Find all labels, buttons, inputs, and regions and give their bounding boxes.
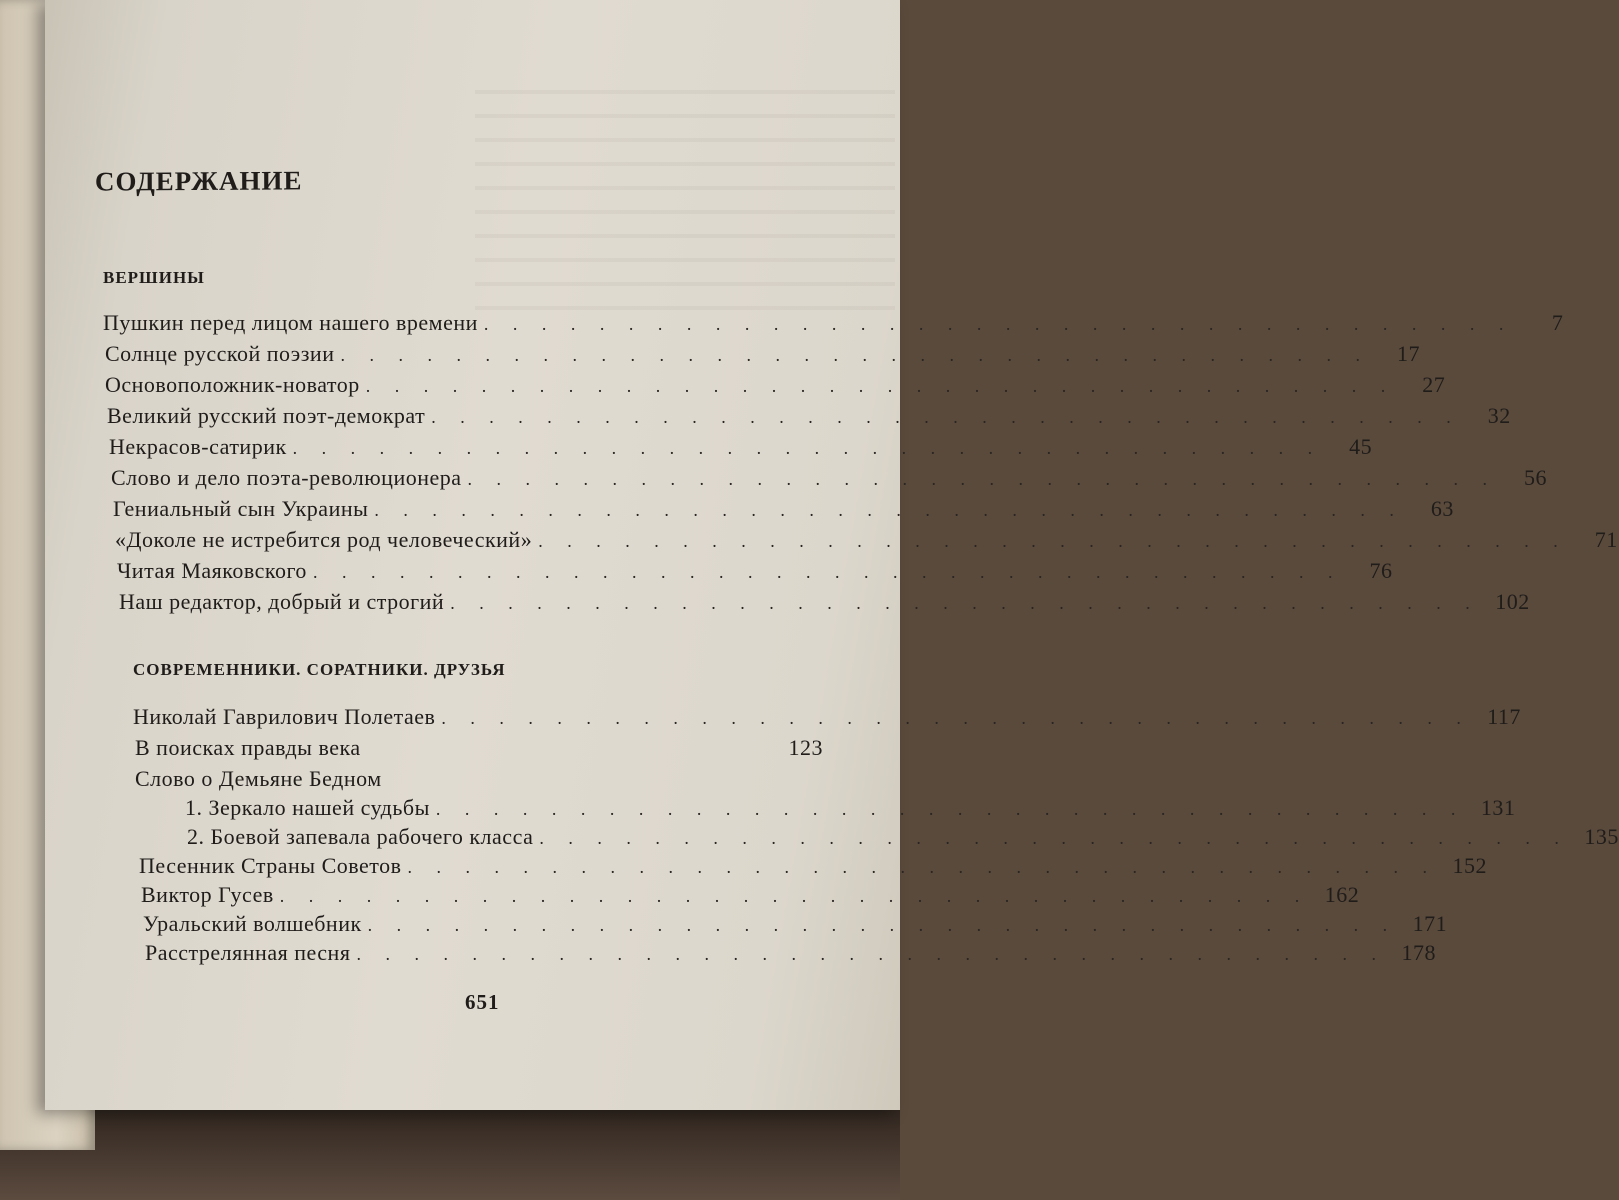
toc-entry[interactable]: [143, 911, 1448, 939]
toc-entry[interactable]: [115, 527, 1618, 555]
entry-page: 63: [1430, 496, 1454, 521]
entry-title: 1. Зеркало нашей судьбы: [185, 795, 430, 820]
entry-title: В поисках правды века: [135, 735, 361, 760]
entry-page: 152: [1452, 853, 1488, 878]
leader-dots: . . . . . . . . . . . . . . . . . . . . . . . . . . . . . . . . . . . .: [407, 857, 1438, 877]
entry-page: 131: [1480, 795, 1516, 820]
leader-dots: . . . . . . . . . . . . . . . . . . . . . . . . . . . . . . . . . . . .: [374, 500, 1404, 520]
entry-page: 162: [1324, 882, 1360, 907]
toc-entry[interactable]: [111, 465, 1548, 493]
toc-entry[interactable]: [113, 496, 1454, 524]
entry-page: 123: [788, 735, 823, 760]
leader-dots: . . . . . . . . . . . . . . . . . . . . . . . . . . . . . . . . . . . .: [312, 562, 1343, 582]
entry-page: 178: [1401, 940, 1436, 965]
section-heading-vershiny: ВЕРШИНЫ: [103, 268, 205, 287]
entry-title: 2. Боевой запевала рабочего класса: [187, 824, 534, 849]
leader-dots: . . . . . . . . . . . . . . . . . . . . . . . . . . . . . . . . . . . .: [435, 799, 1466, 819]
toc-entry[interactable]: [109, 434, 1373, 462]
page-number: 651: [465, 990, 500, 1014]
toc-entry[interactable]: [105, 341, 1420, 369]
entry-page: 102: [1495, 589, 1530, 614]
toc-entry[interactable]: [107, 403, 1511, 431]
toc-entry[interactable]: [145, 940, 1436, 968]
entry-title: Солнце русской поэзии: [105, 341, 335, 366]
entry-page: 171: [1412, 911, 1448, 936]
entry-title: Некрасов-сатирик: [109, 434, 287, 459]
leader-dots: . . . . . . . . . . . . . . . . . . . . . . . . . . . . . . . . . . . .: [483, 314, 1514, 334]
entry-title: «Доколе не истребится род человеческий»: [115, 527, 533, 552]
toc-entry[interactable]: [139, 853, 1488, 881]
entry-title: Уральский волшебник: [143, 911, 362, 936]
entry-title: Слово о Демьяне Бедном: [135, 766, 382, 791]
leader-dots: . . . . . . . . . . . . . . . . . . . . . . . . . . . . . . . . . . . .: [365, 376, 1396, 396]
leader-dots: . . . . . . . . . . . . . . . . . . . . . . . . . . . . . . . . . . . .: [441, 708, 1471, 728]
entry-page: 71: [1594, 527, 1618, 552]
leader-dots: . . . . . . . . . . . . . . . . . . . . . . . . . . . . . . . . . . . .: [539, 828, 1569, 848]
entry-page: 135: [1584, 824, 1619, 849]
toc-title: СОДЕРЖАНИЕ: [94, 165, 303, 197]
entry-page: 56: [1524, 465, 1548, 490]
section-heading-sovremenniki: СОВРЕМЕННИКИ. СОРАТНИКИ. ДРУЗЬЯ: [133, 660, 506, 679]
leader-dots: . . . . . . . . . . . . . . . . . . . . . . . . . . . . . . . . . . . .: [292, 438, 1323, 458]
entry-page: 32: [1487, 403, 1511, 428]
toc-entry[interactable]: [103, 310, 1564, 338]
entry-page: 76: [1369, 558, 1393, 583]
entry-title: Пушкин перед лицом нашего времени: [103, 310, 478, 335]
toc-entry[interactable]: [105, 372, 1446, 400]
leader-dots: . . . . . . . . . . . . . . . . . . . . . . . . . . . . . . . . . . . .: [431, 407, 1461, 427]
toc-entry[interactable]: [133, 704, 1521, 732]
toc-entry[interactable]: [135, 735, 823, 763]
leader-dots: . . . . . . . . . . . . . . . . . . . . . . . . . . . . . . . . . . . .: [450, 593, 1480, 613]
toc-entry[interactable]: [119, 589, 1530, 617]
leader-dots: . . . . . . . . . . . . . . . . . . . . . . . . . . . . . . . . . . . .: [467, 469, 1498, 489]
book-page: [45, 0, 1619, 1110]
leader-dots: . . . . . . . . . . . . . . . . . . . . . . . . . . . . . . . . . . . .: [538, 531, 1568, 551]
entry-title: Виктор Гусев: [141, 882, 274, 907]
entry-page: 117: [1487, 704, 1521, 729]
entry-page: 17: [1396, 341, 1420, 366]
entry-page: 27: [1422, 372, 1446, 397]
entry-title: Слово и дело поэта-революционера: [111, 465, 462, 490]
toc-entry[interactable]: [141, 882, 1360, 910]
toc-subentry[interactable]: [185, 795, 1516, 823]
leader-dots: . . . . . . . . . . . . . . . . . . . . . . . . . . . . . . . . . . . .: [367, 915, 1398, 935]
entry-title: Читая Маяковского: [117, 558, 307, 583]
entry-title: Расстрелянная песня: [145, 940, 351, 965]
bleed-through-text: [475, 70, 895, 310]
toc-entry[interactable]: [117, 558, 1393, 586]
leader-dots: . . . . . . . . . . . . . . . . . . . . . . . . . . . . . . . . . . . .: [340, 345, 1370, 365]
entry-title: Великий русский поэт-демократ: [107, 403, 426, 428]
entry-title: Песенник Страны Советов: [139, 853, 402, 878]
entry-title: Николай Гаврилович Полетаев: [133, 704, 436, 729]
entry-title: Основоположник-новатор: [105, 372, 360, 397]
toc-subentry[interactable]: [187, 824, 1619, 852]
leader-dots: . . . . . . . . . . . . . . . . . . . . . . . . . . . . . . . . . . . .: [279, 886, 1310, 906]
toc-entry-group[interactable]: [135, 766, 823, 794]
entry-title: Наш редактор, добрый и строгий: [119, 589, 445, 614]
entry-title: Гениальный сын Украины: [113, 496, 369, 521]
entry-page: 7: [1551, 310, 1564, 335]
leader-dots: . . . . . . . . . . . . . . . . . . . . . . . . . . . . . . . . . . . .: [356, 944, 1386, 964]
entry-page: 45: [1349, 434, 1373, 459]
